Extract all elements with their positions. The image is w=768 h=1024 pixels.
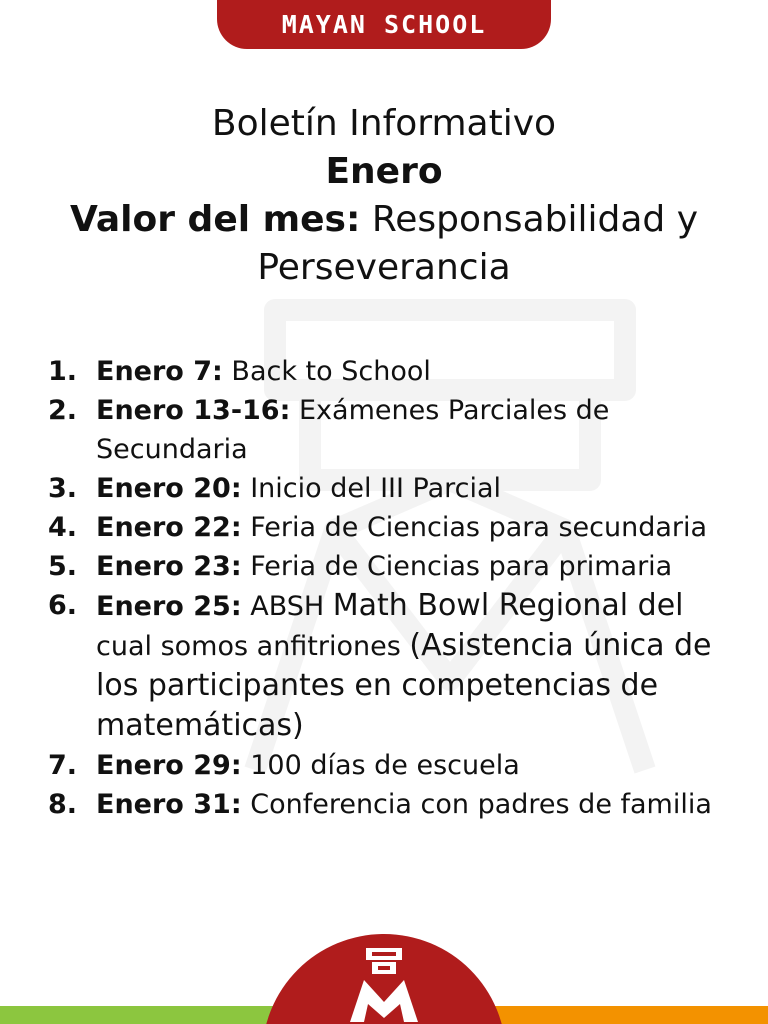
value-of-month xyxy=(0,196,768,292)
item-number: 7. xyxy=(48,750,78,781)
list-item xyxy=(48,508,738,547)
event-date: Enero 23: xyxy=(96,551,242,582)
value-label: Valor del mes: xyxy=(70,199,361,240)
bulletin-month: Enero xyxy=(325,151,443,192)
event-text: 100 días de escuela xyxy=(250,750,520,781)
event-date: Enero 29: xyxy=(96,750,242,781)
item-number: 5. xyxy=(48,551,78,582)
list-item xyxy=(48,746,738,785)
event-text: Feria de Ciencias para secundaria xyxy=(250,512,708,543)
item-number: 8. xyxy=(48,789,78,820)
list-item xyxy=(48,469,738,508)
event-text: Exámenes Parciales de Secundaria xyxy=(96,395,610,465)
item-number: 2. xyxy=(48,395,78,426)
item-number: 1. xyxy=(48,356,78,387)
event-date: Enero 13-16: xyxy=(96,395,291,426)
event-date: Enero 25: xyxy=(96,591,242,622)
item-number: 4. xyxy=(48,512,78,543)
event-text: Inicio del III Parcial xyxy=(250,473,502,504)
list-item xyxy=(48,352,738,391)
value-text: Responsabilidad y Perseverancia xyxy=(257,199,698,288)
school-logo-icon xyxy=(344,944,424,1024)
event-text: Conferencia con padres de familia xyxy=(250,789,712,820)
school-name: MAYAN SCHOOL xyxy=(281,10,487,39)
list-item xyxy=(48,586,738,746)
event-text-b: Math Bowl Regional del xyxy=(332,588,684,623)
bulletin-title: Boletín Informativo xyxy=(211,103,557,144)
item-number: 6. xyxy=(48,590,78,621)
bulletin-header xyxy=(0,100,768,292)
event-date: Enero 31: xyxy=(96,789,242,820)
event-text-c: cual somos anfitriones xyxy=(96,631,401,662)
event-text-a: ABSH xyxy=(250,591,325,622)
events-list xyxy=(48,352,738,824)
event-text-d: (Asistencia única de los participantes en competencias de matemáticas) xyxy=(96,628,712,743)
list-item xyxy=(48,547,738,586)
item-number: 3. xyxy=(48,473,78,504)
event-date: Enero 7: xyxy=(96,356,223,387)
list-item xyxy=(48,785,738,824)
top-banner xyxy=(217,0,551,49)
event-text: Feria de Ciencias para primaria xyxy=(250,551,673,582)
event-date: Enero 20: xyxy=(96,473,242,504)
event-text: Back to School xyxy=(231,356,431,387)
event-date: Enero 22: xyxy=(96,512,242,543)
list-item xyxy=(48,391,738,469)
